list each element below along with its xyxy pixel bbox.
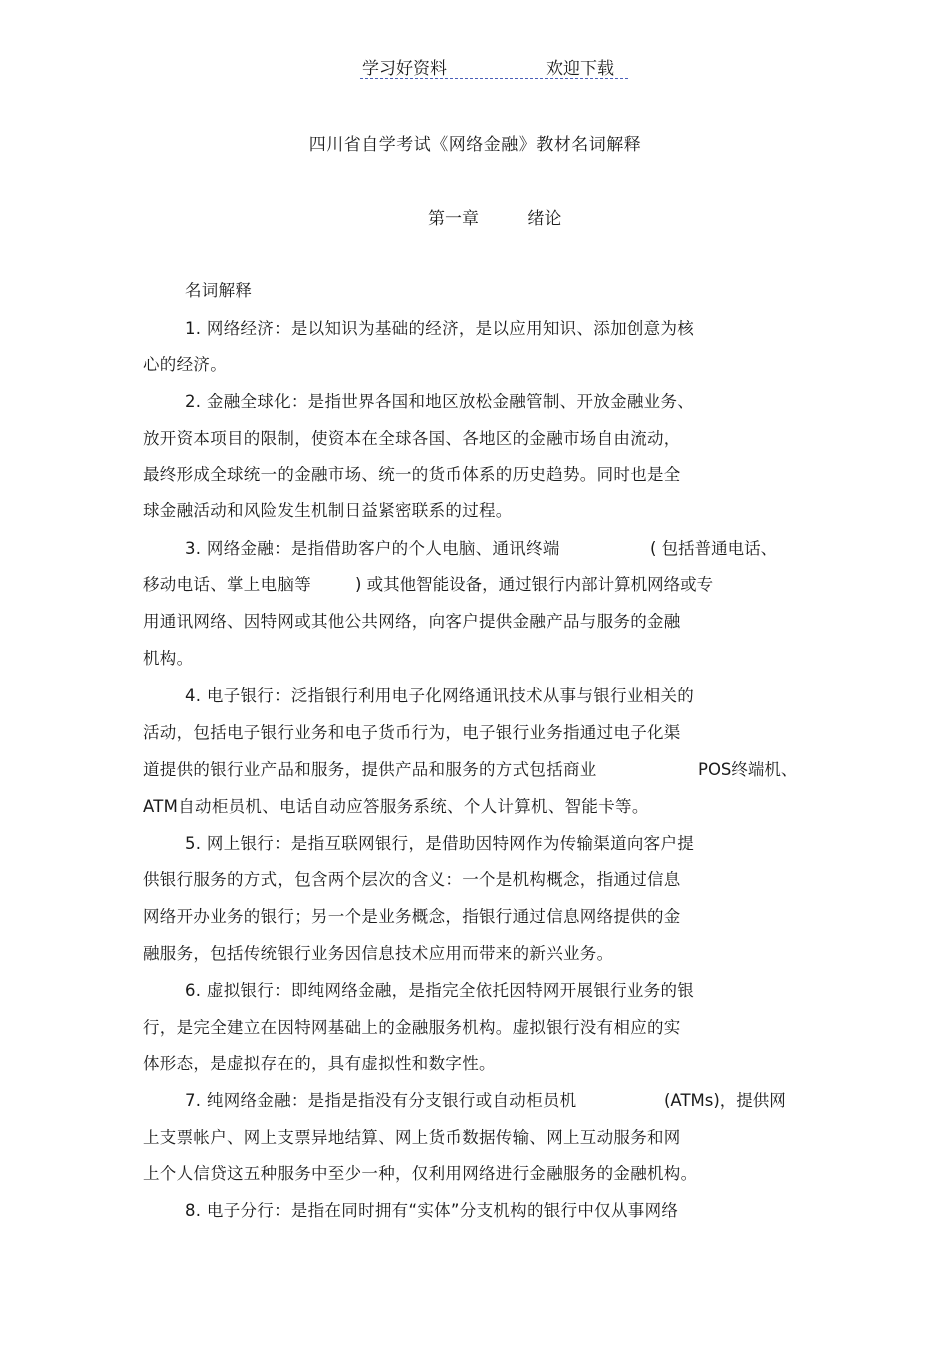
text-line: 4. 电子银行：泛指银行利用电子化网络通讯技术从事与银行业相关的 <box>185 686 695 705</box>
text-line: 机构。 <box>143 649 194 668</box>
text-line: 6. 虚拟银行：即纯网络金融，是指完全依托因特网开展银行业务的银 <box>185 981 695 1000</box>
text-line: 7. 纯网络金融：是指是指没有分支银行或自动柜员机 <box>185 1091 577 1110</box>
text-line: 上支票帐户、网上支票异地结算、网上货币数据传输、网上互动服务和网 <box>143 1128 681 1147</box>
text-line: 道提供的银行业产品和服务，提供产品和服务的方式包括商业 <box>143 760 597 779</box>
chapter-name: 绪论 <box>527 209 562 229</box>
text-line-tail: ( 包括普通电话、 <box>650 539 778 558</box>
text-line: 心的经济。 <box>143 355 227 374</box>
text-line: 融服务，包括传统银行业务因信息技术应用而带来的新兴业务。 <box>143 944 614 963</box>
text-line: 移动电话、掌上电脑等 <box>143 575 311 594</box>
text-line: 活动，包括电子银行业务和电子货币行为，电子银行业务指通过电子化渠 <box>143 723 681 742</box>
text-line: 3. 网络金融：是指借助客户的个人电脑、通讯终端 <box>185 539 560 558</box>
text-line: ATM自动柜员机、电话自动应答服务系统、个人计算机、智能卡等。 <box>143 797 649 816</box>
text-line: 体形态，是虚拟存在的，具有虚拟性和数字性。 <box>143 1054 496 1073</box>
page-header <box>360 54 628 79</box>
text-line: 5. 网上银行：是指互联网银行，是借助因特网作为传输渠道向客户提 <box>185 834 695 853</box>
document-title: 四川省自学考试《网络金融》教材名词解释 <box>308 135 642 155</box>
text-line: 8. 电子分行：是指在同时拥有“实体”分支机构的银行中仅从事网络 <box>185 1201 679 1220</box>
text-line: 网络开办业务的银行；另一个是业务概念，指银行通过信息网络提供的金 <box>143 907 681 926</box>
chapter-heading <box>428 204 561 229</box>
text-line: 放开资本项目的限制，使资本在全球各国、各地区的金融市场自由流动， <box>143 429 681 448</box>
text-line: 供银行服务的方式，包含两个层次的含义：一个是机构概念，指通过信息 <box>143 870 681 889</box>
header-left-text: 学习好资料 <box>362 59 447 79</box>
text-line: 上个人信贷这五种服务中至少一种，仅利用网络进行金融服务的金融机构。 <box>143 1164 698 1183</box>
text-line: 行，是完全建立在因特网基础上的金融服务机构。虚拟银行没有相应的实 <box>143 1018 681 1037</box>
text-line: 2. 金融全球化：是指世界各国和地区放松金融管制、开放金融业务、 <box>185 392 695 411</box>
text-line: 最终形成全球统一的金融市场、统一的货币体系的历史趋势。同时也是全 <box>143 465 681 484</box>
text-line: 用通讯网络、因特网或其他公共网络，向客户提供金融产品与服务的金融 <box>143 612 681 631</box>
text-line-tail: ) 或其他智能设备，通过银行内部计算机网络或专 <box>355 575 714 594</box>
text-line: 球金融活动和风险发生机制日益紧密联系的过程。 <box>143 501 513 520</box>
text-line-tail: (ATMs)，提供网 <box>664 1091 786 1110</box>
header-right-text: 欢迎下载 <box>546 59 614 79</box>
text-line-tail: POS终端机、 <box>698 760 798 779</box>
chapter-number: 第一章 <box>428 209 479 229</box>
section-heading: 名词解释 <box>185 281 253 300</box>
text-line: 1. 网络经济：是以知识为基础的经济，是以应用知识、添加创意为核 <box>185 319 695 338</box>
